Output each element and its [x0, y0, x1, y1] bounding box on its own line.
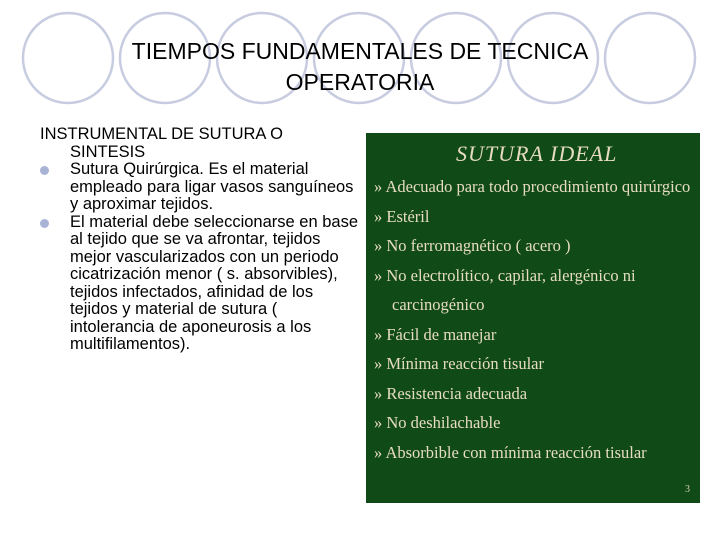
- bullet-text: El material debe seleccionarse en base al tejido que se va afrontar, tejidos mejor vascularizados con un periodo cicatrización menor ( s. absorvibles), tejidos infectados, afinidad de los tejidos y material de sutura ( intolerancia de aponeurosis a los multifilamentos).: [70, 212, 359, 353]
- panel-list-item: » Adecuado para todo procedimiento quirúrgico: [374, 177, 691, 196]
- bullet-item: [40, 214, 360, 354]
- panel-list-item: » No electrolítico, capilar, alergénico ni: [374, 265, 636, 285]
- panel-list-item: » Absorbible con mínima reacción tisular: [374, 442, 647, 462]
- panel-list: [374, 177, 694, 472]
- panel-list-item: carcinogénico: [392, 295, 485, 314]
- panel-title: SUTURA IDEAL: [456, 141, 618, 166]
- bullet-text: Sutura Quirúrgica. Es el material empleado para ligar vasos sanguíneos y aproximar tejidos.: [70, 160, 354, 213]
- sutura-ideal-image: [366, 133, 700, 503]
- bullet-dot-icon: [40, 219, 49, 228]
- panel-list-item: » Estéril: [374, 206, 430, 226]
- panel-list-item: » Resistencia adecuada: [374, 383, 528, 403]
- bullet-item: [40, 161, 360, 214]
- panel-page-number: 3: [685, 484, 690, 495]
- panel-list-item: » No deshilachable: [374, 413, 501, 432]
- slide-title: TIEMPOS FUNDAMENTALES DE TECNICA OPERATORIA: [131, 38, 589, 95]
- section-heading: INSTRUMENTAL DE SUTURA O SINTESIS: [40, 125, 283, 161]
- bullet-dot-icon: [40, 166, 49, 175]
- content-text: [40, 126, 360, 354]
- panel-list-item: » Mínima reacción tisular: [374, 354, 544, 373]
- panel-list-item: » No ferromagnético ( acero ): [374, 236, 571, 255]
- panel-list-item: » Fácil de manejar: [374, 324, 497, 344]
